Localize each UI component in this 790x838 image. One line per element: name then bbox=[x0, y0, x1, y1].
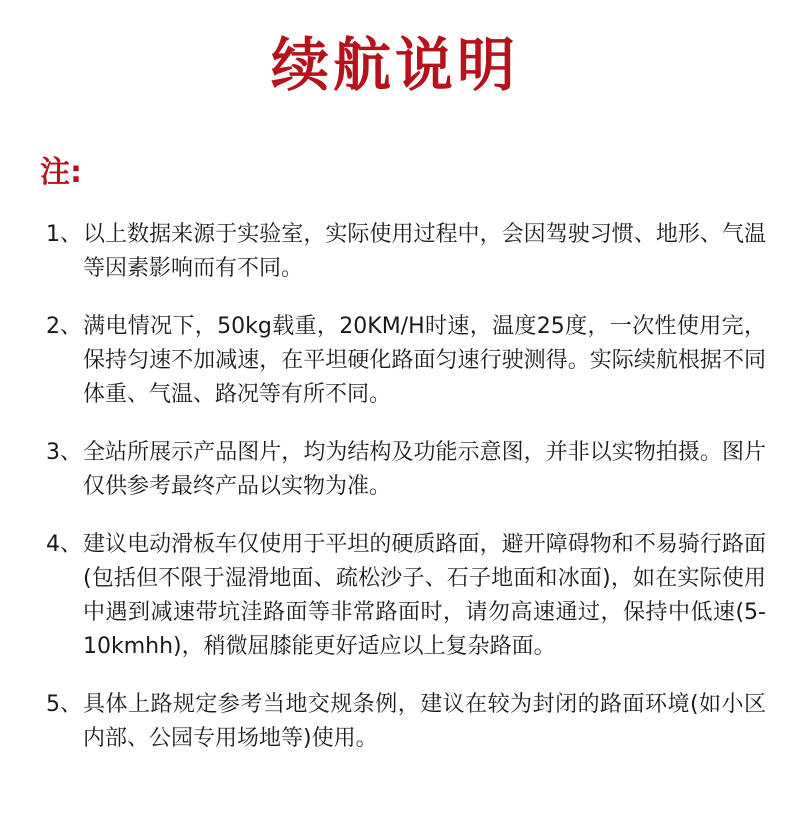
note-text: 以上数据来源于实验室，实际使用过程中，会因驾驶习惯、地形、气温等因素影响而有不同。 bbox=[83, 222, 766, 281]
note-text: 建议电动滑板车仅使用于平坦的硬质路面，避开障碍物和不易骑行路面(包括但不限于湿滑地面、疏松沙子、石子地面和冰面)，如在实际使用中遇到减速带坑洼路面等非常路面时，请勿高速通过，保持中低速(5-10kmhh)，稍微屈膝能更好适应以上复杂路面。 bbox=[83, 532, 766, 659]
note-item-3 bbox=[46, 436, 766, 504]
note-number: 1、 bbox=[46, 222, 82, 247]
note-item-5 bbox=[46, 688, 766, 756]
note-text: 具体上路规定参考当地交规条例，建议在较为封闭的路面环境(如小区内部、公园专用场地等)使用。 bbox=[83, 692, 766, 751]
note-number: 2、 bbox=[46, 314, 82, 339]
note-item-1 bbox=[46, 218, 766, 286]
note-number: 4、 bbox=[46, 532, 82, 557]
note-number: 5、 bbox=[46, 692, 82, 717]
notes-list bbox=[46, 218, 766, 780]
note-label: 注: bbox=[40, 155, 82, 190]
note-text: 全站所展示产品图片，均为结构及功能示意图，并非以实物拍摄。图片仅供参考最终产品以实物为准。 bbox=[83, 440, 766, 499]
note-item-2 bbox=[46, 310, 766, 412]
note-number: 3、 bbox=[46, 440, 82, 465]
page-title: 续航说明 bbox=[270, 31, 519, 99]
note-item-4 bbox=[46, 528, 766, 664]
note-text: 满电情况下，50kg载重，20KM/H时速，温度25度，一次性使用完，保持匀速不加减速，在平坦硬化路面匀速行驶测得。实际续航根据不同体重、气温、路况等有所不同。 bbox=[83, 314, 766, 407]
